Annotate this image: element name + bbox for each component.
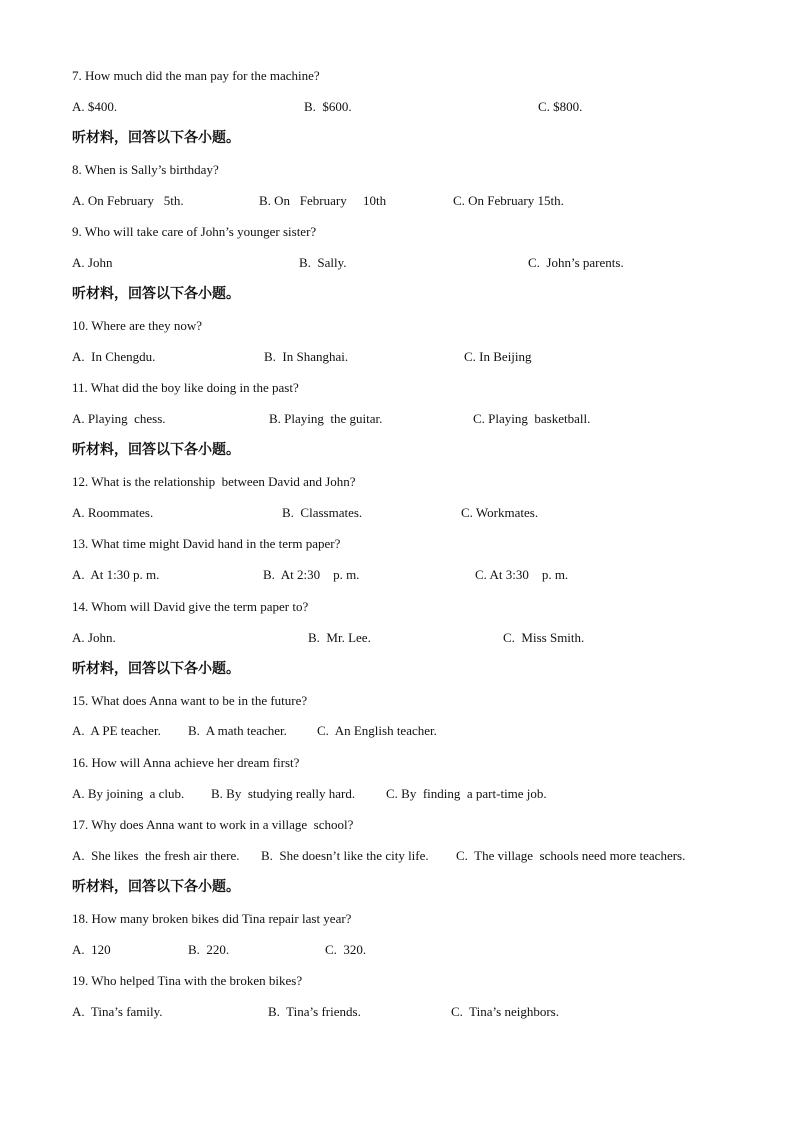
question-9: 9. Who will take care of John’s younger sister? bbox=[72, 224, 317, 239]
option-15c: C. An English teacher. bbox=[317, 723, 437, 738]
option-19c: C. Tina’s neighbors. bbox=[451, 1004, 559, 1019]
option-19a: A. Tina’s family. bbox=[72, 1004, 163, 1019]
option-9c: C. John’s parents. bbox=[528, 255, 624, 270]
question-19: 19. Who helped Tina with the broken bikes? bbox=[72, 973, 303, 988]
option-7b: B. $600. bbox=[304, 99, 352, 114]
option-18c: C. 320. bbox=[325, 942, 367, 957]
option-9b: B. Sally. bbox=[299, 255, 347, 270]
option-17a: A. She likes the fresh air there. bbox=[72, 848, 240, 863]
option-7a: A. $400. bbox=[72, 99, 118, 114]
option-10a: A. In Chengdu. bbox=[72, 349, 156, 364]
section-heading: 听材料，回答以下各小题。 bbox=[72, 442, 240, 458]
option-13b: B. At 2:30 p. m. bbox=[263, 567, 360, 582]
option-16b: B. By studying really hard. bbox=[211, 786, 356, 801]
section-heading: 听材料，回答以下各小题。 bbox=[72, 661, 240, 677]
option-16a: A. By joining a club. bbox=[72, 786, 185, 801]
option-16c: C. By finding a part-time job. bbox=[386, 786, 547, 801]
option-12c: C. Workmates. bbox=[461, 505, 539, 520]
question-12: 12. What is the relationship between David and John? bbox=[72, 474, 356, 489]
option-10c: C. In Beijing bbox=[464, 349, 532, 364]
option-13a: A. At 1:30 p. m. bbox=[72, 567, 160, 582]
option-18a: A. 120 bbox=[72, 942, 111, 957]
option-17b: B. She doesn’t like the city life. bbox=[261, 848, 429, 863]
option-11a: A. Playing chess. bbox=[72, 411, 166, 426]
question-15: 15. What does Anna want to be in the future? bbox=[72, 693, 308, 708]
option-14a: A. John. bbox=[72, 630, 116, 645]
option-14b: B. Mr. Lee. bbox=[308, 630, 371, 645]
option-9a: A. John bbox=[72, 255, 113, 270]
option-11c: C. Playing basketball. bbox=[473, 411, 591, 426]
option-18b: B. 220. bbox=[188, 942, 230, 957]
option-8b: B. On February 10th bbox=[259, 193, 387, 208]
question-10: 10. Where are they now? bbox=[72, 318, 203, 333]
section-heading: 听材料，回答以下各小题。 bbox=[72, 130, 240, 146]
option-17c: C. The village schools need more teachers. bbox=[456, 848, 686, 863]
option-14c: C. Miss Smith. bbox=[503, 630, 585, 645]
question-17: 17. Why does Anna want to work in a village school? bbox=[72, 817, 354, 832]
section-heading: 听材料，回答以下各小题。 bbox=[72, 879, 240, 895]
question-7: 7. How much did the man pay for the machine? bbox=[72, 68, 320, 83]
option-15b: B. A math teacher. bbox=[188, 723, 287, 738]
option-12a: A. Roommates. bbox=[72, 505, 154, 520]
section-heading: 听材料，回答以下各小题。 bbox=[72, 286, 240, 302]
question-11: 11. What did the boy like doing in the past? bbox=[72, 380, 299, 395]
question-14: 14. Whom will David give the term paper to? bbox=[72, 599, 309, 614]
option-13c: C. At 3:30 p. m. bbox=[475, 567, 569, 582]
option-8a: A. On February 5th. bbox=[72, 193, 184, 208]
option-10b: B. In Shanghai. bbox=[264, 349, 349, 364]
option-15a: A. A PE teacher. bbox=[72, 723, 161, 738]
option-19b: B. Tina’s friends. bbox=[268, 1004, 361, 1019]
question-16: 16. How will Anna achieve her dream first? bbox=[72, 755, 300, 770]
option-8c: C. On February 15th. bbox=[453, 193, 564, 208]
question-13: 13. What time might David hand in the term paper? bbox=[72, 536, 341, 551]
option-12b: B. Classmates. bbox=[282, 505, 363, 520]
option-7c: C. $800. bbox=[538, 99, 583, 114]
question-18: 18. How many broken bikes did Tina repair last year? bbox=[72, 911, 352, 926]
option-11b: B. Playing the guitar. bbox=[269, 411, 383, 426]
question-8: 8. When is Sally’s birthday? bbox=[72, 162, 219, 177]
